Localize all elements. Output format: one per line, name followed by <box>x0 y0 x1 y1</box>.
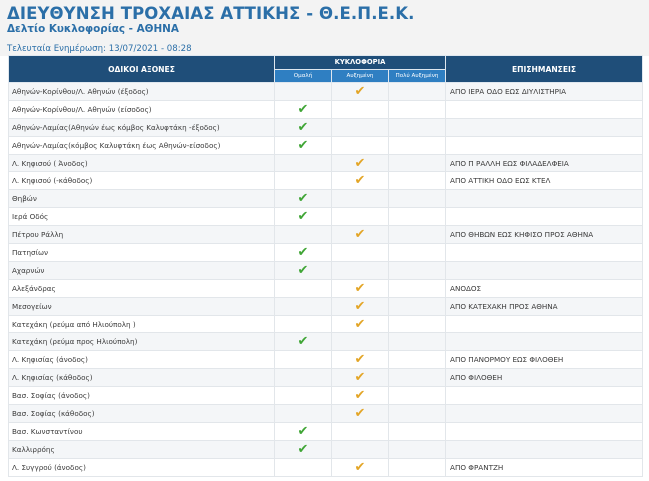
checkmark-icon: ✔ <box>354 155 366 171</box>
traffic-very-increased-cell <box>389 100 446 118</box>
checkmark-icon: ✔ <box>297 441 309 457</box>
traffic-increased-cell <box>332 387 389 405</box>
traffic-normal-cell <box>275 387 332 405</box>
traffic-increased-cell <box>332 190 389 208</box>
table-row <box>9 369 643 387</box>
remark-cell: ΑΠΟ ΠΑΝΟΡΜΟΥ ΕΩΣ ΦΙΛΟΘΕΗ <box>446 351 643 369</box>
checkmark-icon: ✔ <box>297 262 309 278</box>
traffic-very-increased-cell <box>389 422 446 440</box>
traffic-increased-cell <box>332 244 389 262</box>
traffic-very-increased-cell <box>389 261 446 279</box>
traffic-normal-cell <box>275 333 332 351</box>
remark-cell: ΑΠΟ ΦΙΛΟΘΕΗ <box>446 369 643 387</box>
road-name-cell: Αθηνών-Λαμίας(Αθηνών έως κόμβος Καλυφτάκη -έξοδος) <box>9 118 275 136</box>
checkmark-icon: ✔ <box>354 227 366 243</box>
checkmark-icon: ✔ <box>297 119 309 135</box>
table-row <box>9 405 643 423</box>
remark-cell <box>446 100 643 118</box>
page-header <box>0 0 649 56</box>
checkmark-icon: ✔ <box>354 173 366 189</box>
table-row <box>9 154 643 172</box>
traffic-table-header <box>9 56 643 83</box>
remark-cell <box>446 333 643 351</box>
road-name-cell: Λ. Συγγρού (άνοδος) <box>9 458 275 476</box>
road-name-cell: Αχαρνών <box>9 261 275 279</box>
checkmark-icon: ✔ <box>297 209 309 225</box>
traffic-normal-cell <box>275 422 332 440</box>
traffic-increased-cell <box>332 297 389 315</box>
traffic-very-increased-cell <box>389 387 446 405</box>
remark-cell: ΑΠΟ Π ΡΑΛΛΗ ΕΩΣ ΦΙΛΑΔΕΛΦΕΙΑ <box>446 154 643 172</box>
traffic-increased-cell <box>332 333 389 351</box>
table-row <box>9 387 643 405</box>
road-name-cell: Πέτρου Ράλλη <box>9 226 275 244</box>
checkmark-icon: ✔ <box>297 101 309 117</box>
traffic-increased-cell <box>332 154 389 172</box>
table-row <box>9 440 643 458</box>
table-row <box>9 261 643 279</box>
table-row <box>9 136 643 154</box>
traffic-very-increased-cell <box>389 315 446 333</box>
table-row <box>9 172 643 190</box>
road-name-cell: Λ. Κηφισού (-κάθοδος) <box>9 172 275 190</box>
checkmark-icon: ✔ <box>354 405 366 421</box>
traffic-normal-cell <box>275 190 332 208</box>
checkmark-icon: ✔ <box>354 280 366 296</box>
traffic-normal-cell <box>275 315 332 333</box>
remark-cell: ΑΠΟ ΑΤΤΙΚΗ ΟΔΟ ΕΩΣ ΚΤΕΛ <box>446 172 643 190</box>
traffic-normal-cell <box>275 261 332 279</box>
table-row <box>9 190 643 208</box>
table-row <box>9 226 643 244</box>
traffic-normal-cell <box>275 369 332 387</box>
traffic-table-body <box>9 83 643 477</box>
table-row <box>9 100 643 118</box>
remark-cell <box>446 190 643 208</box>
traffic-normal-cell <box>275 279 332 297</box>
checkmark-icon: ✔ <box>297 191 309 207</box>
traffic-very-increased-cell <box>389 440 446 458</box>
traffic-very-increased-cell <box>389 208 446 226</box>
remark-cell: ΑΠΟ ΙΕΡΑ ΟΔΟ ΕΩΣ ΔΙΥΛΙΣΤΗΡΙΑ <box>446 83 643 101</box>
remark-cell <box>446 422 643 440</box>
traffic-normal-cell <box>275 458 332 476</box>
remark-cell <box>446 261 643 279</box>
page-subtitle: Δελτίο Κυκλοφορίας - ΑΘΗΝΑ <box>7 23 179 35</box>
checkmark-icon: ✔ <box>354 388 366 404</box>
road-name-cell: Αθηνών-Κορίνθου/Λ. Αθηνών (έξοδος) <box>9 83 275 101</box>
traffic-very-increased-cell <box>389 458 446 476</box>
road-name-cell: Αθηνών-Λαμίας(κόμβος Καλυφτάκη έως Αθηνών-είσοδος) <box>9 136 275 154</box>
traffic-very-increased-cell <box>389 118 446 136</box>
remark-cell: ΑΝΟΔΟΣ <box>446 279 643 297</box>
road-name-cell: Μεσογείων <box>9 297 275 315</box>
table-row <box>9 458 643 476</box>
traffic-very-increased-cell <box>389 83 446 101</box>
traffic-very-increased-cell <box>389 279 446 297</box>
traffic-very-increased-cell <box>389 297 446 315</box>
traffic-normal-cell <box>275 172 332 190</box>
road-name-cell: Λ. Κηφισίας (άνοδος) <box>9 351 275 369</box>
table-row <box>9 333 643 351</box>
table-row <box>9 83 643 101</box>
traffic-very-increased-cell <box>389 405 446 423</box>
traffic-increased-cell <box>332 351 389 369</box>
traffic-table <box>8 55 643 477</box>
column-header-remarks: ΕΠΙΣΗΜΑΝΣΕΙΣ <box>446 56 643 83</box>
traffic-increased-cell <box>332 100 389 118</box>
page-title: ΔΙΕΥΘΥΝΣΗ ΤΡΟΧΑΙΑΣ ΑΤΤΙΚΗΣ - Θ.Ε.Π.Ε.Κ. <box>7 4 415 23</box>
traffic-increased-cell <box>332 422 389 440</box>
traffic-normal-cell <box>275 244 332 262</box>
remark-cell <box>446 244 643 262</box>
road-name-cell: Θηβών <box>9 190 275 208</box>
traffic-normal-cell <box>275 405 332 423</box>
traffic-increased-cell <box>332 315 389 333</box>
traffic-increased-cell <box>332 172 389 190</box>
traffic-increased-cell <box>332 136 389 154</box>
traffic-normal-cell <box>275 154 332 172</box>
column-header-roads: ΟΔΙΚΟΙ ΑΞΟΝΕΣ <box>9 56 275 83</box>
table-row <box>9 315 643 333</box>
checkmark-icon: ✔ <box>354 459 366 475</box>
table-row <box>9 279 643 297</box>
traffic-very-increased-cell <box>389 351 446 369</box>
checkmark-icon: ✔ <box>297 137 309 153</box>
traffic-normal-cell <box>275 226 332 244</box>
checkmark-icon: ✔ <box>354 352 366 368</box>
traffic-very-increased-cell <box>389 226 446 244</box>
remark-cell <box>446 315 643 333</box>
traffic-normal-cell <box>275 136 332 154</box>
traffic-very-increased-cell <box>389 333 446 351</box>
table-row <box>9 422 643 440</box>
traffic-normal-cell <box>275 83 332 101</box>
traffic-increased-cell <box>332 369 389 387</box>
traffic-increased-cell <box>332 226 389 244</box>
traffic-increased-cell <box>332 405 389 423</box>
traffic-increased-cell <box>332 83 389 101</box>
traffic-very-increased-cell <box>389 136 446 154</box>
road-name-cell: Βασ. Σοφίας (κάθοδος) <box>9 405 275 423</box>
remark-cell <box>446 440 643 458</box>
road-name-cell: Κατεχάκη (ρεύμα από Ηλιούπολη ) <box>9 315 275 333</box>
remark-cell <box>446 136 643 154</box>
checkmark-icon: ✔ <box>297 244 309 260</box>
road-name-cell: Αλεξάνδρας <box>9 279 275 297</box>
column-header-increased: Αυξημένη <box>332 69 389 83</box>
table-row <box>9 351 643 369</box>
road-name-cell: Πατησίων <box>9 244 275 262</box>
traffic-increased-cell <box>332 440 389 458</box>
remark-cell <box>446 208 643 226</box>
checkmark-icon: ✔ <box>354 298 366 314</box>
traffic-normal-cell <box>275 208 332 226</box>
checkmark-icon: ✔ <box>297 423 309 439</box>
road-name-cell: Λ. Κηφισίας (κάθοδος) <box>9 369 275 387</box>
traffic-increased-cell <box>332 279 389 297</box>
checkmark-icon: ✔ <box>354 316 366 332</box>
traffic-normal-cell <box>275 297 332 315</box>
traffic-very-increased-cell <box>389 369 446 387</box>
road-name-cell: Βασ. Κωνσταντίνου <box>9 422 275 440</box>
column-header-traffic: ΚΥΚΛΟΦΟΡΙΑ <box>275 56 446 70</box>
road-name-cell: Καλλιρρόης <box>9 440 275 458</box>
remark-cell <box>446 387 643 405</box>
remark-cell: ΑΠΟ ΦΡΑΝΤΖΗ <box>446 458 643 476</box>
traffic-increased-cell <box>332 458 389 476</box>
traffic-very-increased-cell <box>389 190 446 208</box>
last-update-text: Τελευταία Ενημέρωση: 13/07/2021 - 08:28 <box>7 44 192 54</box>
column-header-very-increased: Πολύ Αυξημένη <box>389 69 446 83</box>
road-name-cell: Αθηνών-Κορίνθου/Λ. Αθηνών (είσοδος) <box>9 100 275 118</box>
traffic-normal-cell <box>275 100 332 118</box>
traffic-increased-cell <box>332 261 389 279</box>
road-name-cell: Βασ. Σοφίας (άνοδος) <box>9 387 275 405</box>
road-name-cell: Ιερά Οδός <box>9 208 275 226</box>
table-row <box>9 297 643 315</box>
traffic-very-increased-cell <box>389 172 446 190</box>
remark-cell <box>446 118 643 136</box>
remark-cell <box>446 405 643 423</box>
traffic-very-increased-cell <box>389 244 446 262</box>
traffic-normal-cell <box>275 118 332 136</box>
traffic-increased-cell <box>332 118 389 136</box>
traffic-very-increased-cell <box>389 154 446 172</box>
remark-cell: ΑΠΟ ΘΗΒΩΝ ΕΩΣ ΚΗΦΙΣΟ ΠΡΟΣ ΑΘΗΝΑ <box>446 226 643 244</box>
remark-cell: ΑΠΟ ΚΑΤΕΧΑΚΗ ΠΡΟΣ ΑΘΗΝΑ <box>446 297 643 315</box>
road-name-cell: Κατεχάκη (ρεύμα προς Ηλιούπολη) <box>9 333 275 351</box>
checkmark-icon: ✔ <box>297 334 309 350</box>
traffic-increased-cell <box>332 208 389 226</box>
traffic-normal-cell <box>275 440 332 458</box>
checkmark-icon: ✔ <box>354 370 366 386</box>
table-row <box>9 244 643 262</box>
column-header-normal: Ομαλή <box>275 69 332 83</box>
table-row <box>9 118 643 136</box>
road-name-cell: Λ. Κηφισού ( Άνοδος) <box>9 154 275 172</box>
traffic-normal-cell <box>275 351 332 369</box>
checkmark-icon: ✔ <box>354 83 366 99</box>
table-row <box>9 208 643 226</box>
